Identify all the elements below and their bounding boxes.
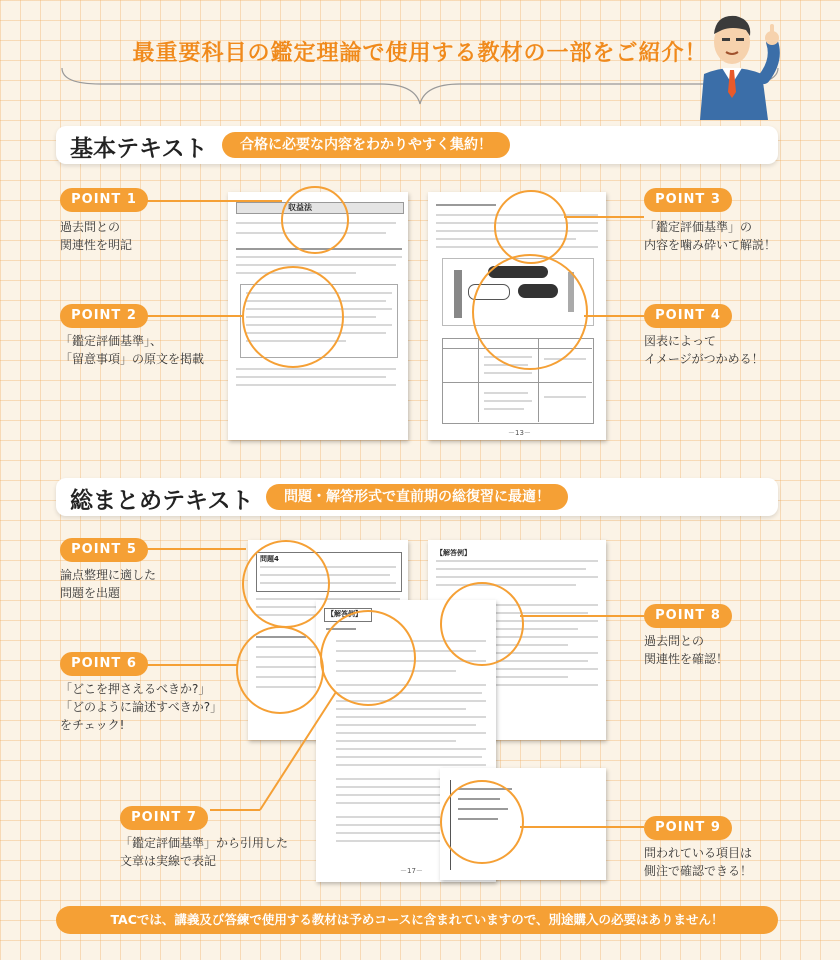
point8-description: 過去問との 関連性を確認！	[644, 634, 729, 666]
point9-tag: POINT 9	[644, 816, 732, 840]
point4-description: 図表によって イメージがつかめる！	[644, 334, 764, 366]
point8-tag: POINT 8	[644, 604, 732, 628]
point1-description: 過去問との 関連性を明記	[60, 220, 133, 252]
doc-header-title: 収益法	[288, 203, 312, 212]
point7-description: 「鑑定評価基準」から引用した 文章は実線で表記	[120, 836, 289, 868]
point7-connector	[200, 690, 350, 830]
point5-highlight-circle	[242, 540, 330, 628]
footer-notice: TACでは、講義及び答練で使用する教材は予めコースに含まれていますので、別途購入の必要はありません！	[56, 906, 778, 934]
point5-tag: POINT 5	[60, 538, 148, 562]
doc-page-number: －13－	[508, 429, 531, 437]
section1-title: 基本テキスト	[70, 136, 208, 162]
point9-description: 問われている項目は 側注で確認できる！	[644, 846, 753, 878]
point5-description: 論点整理に適した 問題を出題	[60, 568, 157, 600]
point3-tag: POINT 3	[644, 188, 732, 212]
point8-highlight-circle	[440, 582, 524, 666]
businessman-mascot-icon	[682, 8, 792, 120]
point2-description: 「鑑定評価基準」、 「留意事項」の原文を掲載	[60, 334, 205, 366]
section1-banner	[56, 126, 778, 164]
point9-highlight-circle	[440, 780, 524, 864]
point4-highlight-circle	[472, 254, 588, 370]
section2-banner	[56, 478, 778, 516]
point6-tag: POINT 6	[60, 652, 148, 676]
section1-pill: 合格に必要な内容をわかりやすく集約！	[222, 132, 510, 158]
front-answer-label: 【解答例】	[327, 610, 362, 618]
page-headline: 最重要科目の鑑定理論で使用する教材の一部をご紹介！	[132, 41, 708, 66]
question-label: 問題4	[260, 555, 279, 563]
point3-highlight-circle	[494, 190, 568, 264]
point3-description: 「鑑定評価基準」の 内容を噛み砕いて解説！	[644, 220, 777, 252]
point7-tag: POINT 7	[120, 806, 208, 830]
section2-pill: 問題・解答形式で直前期の総復習に最適！	[266, 484, 568, 510]
point2-tag: POINT 2	[60, 304, 148, 328]
back-answer-label: 【解答例】	[436, 549, 471, 557]
section2-title: 総まとめテキスト	[70, 488, 254, 514]
point4-tag: POINT 4	[644, 304, 732, 328]
point1-highlight-circle	[281, 186, 349, 254]
front-page-number: －17－	[400, 867, 423, 875]
point1-tag: POINT 1	[60, 188, 148, 212]
point6-description: 「どこを押さえるべきか?」 「どのように論述すべきか?」 をチェック!	[60, 682, 223, 732]
point2-highlight-circle	[242, 266, 344, 368]
brace-decoration	[60, 58, 780, 108]
